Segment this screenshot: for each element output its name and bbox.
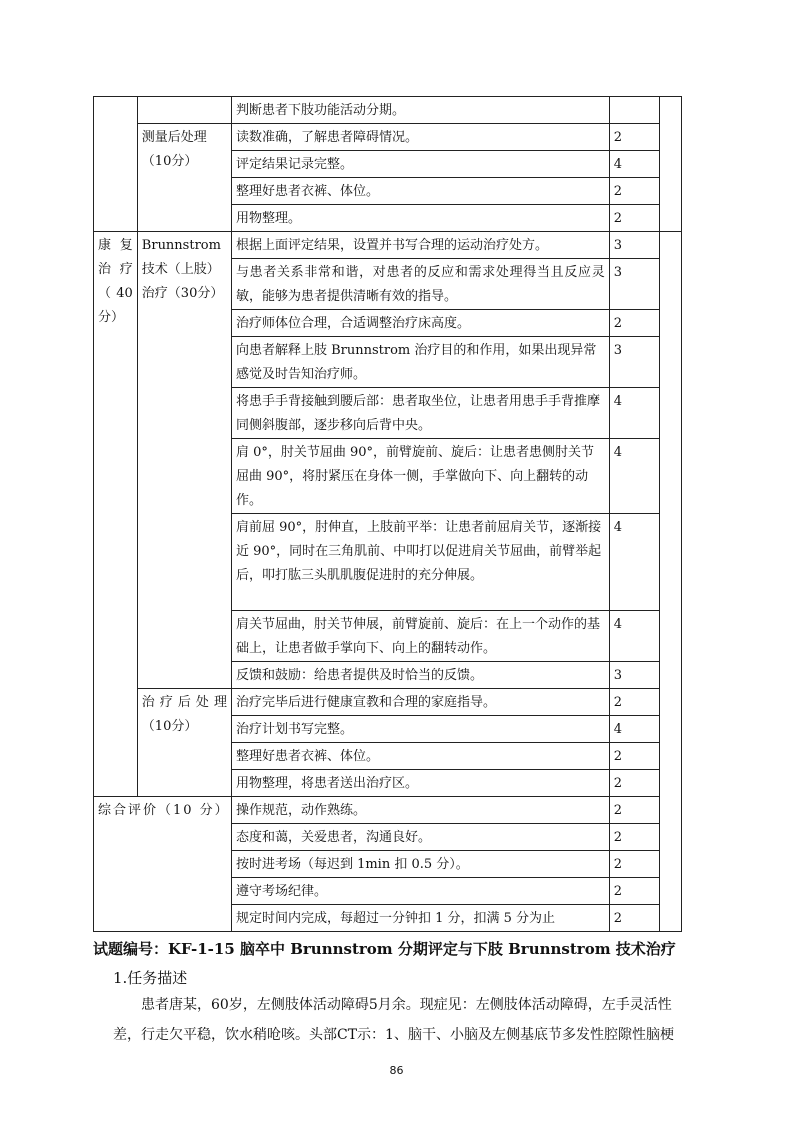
score-cell xyxy=(609,97,659,124)
score-cell: 3 xyxy=(609,232,659,259)
category-cell: 综合评价（10 分） xyxy=(94,797,232,932)
table-row xyxy=(94,797,682,824)
item-cell: 向患者解释上肢 Brunnstrom 治疗目的和作用，如果出现异常感觉及时告知治疗师。 xyxy=(231,337,609,388)
item-cell: 用物整理，将患者送出治疗区。 xyxy=(231,770,609,797)
score-cell: 2 xyxy=(609,905,659,932)
score-cell: 2 xyxy=(609,770,659,797)
score-cell: 3 xyxy=(609,259,659,310)
page-number: 86 xyxy=(389,1064,404,1077)
item-cell: 反馈和鼓励：给患者提供及时恰当的反馈。 xyxy=(231,662,609,689)
score-cell: 4 xyxy=(609,439,659,514)
item-cell: 肩 0°，肘关节屈曲 90°，前臂旋前、旋后：让患者患侧肘关节屈曲 90°，将肘紧压在身体一侧，手掌做向下、向上翻转的动作。 xyxy=(231,439,609,514)
score-cell: 4 xyxy=(609,611,659,662)
subcategory-cell: Brunnstrom技术（上肢）治疗（30分） xyxy=(137,232,231,689)
item-cell: 将患手手背接触到腰后部：患者取坐位，让患者用患手手背推摩同侧斜腹部，逐步移向后背中央。 xyxy=(231,388,609,439)
paragraph-line: 患者唐某，60岁，左侧肢体活动障碍5月余。现症见：左侧肢体活动障碍，左手灵活性 xyxy=(141,997,672,1013)
mark-cell xyxy=(660,97,682,232)
table-row xyxy=(94,97,682,124)
item-cell: 遵守考场纪律。 xyxy=(231,878,609,905)
score-cell: 4 xyxy=(609,151,659,178)
item-cell: 根据上面评定结果，设置并书写合理的运动治疗处方。 xyxy=(231,232,609,259)
item-cell: 肩关节屈曲，肘关节伸展，前臂旋前、旋后：在上一个动作的基础上，让患者做手掌向下、向上的翻转动作。 xyxy=(231,611,609,662)
score-cell: 4 xyxy=(609,514,659,611)
score-cell: 2 xyxy=(609,797,659,824)
score-cell: 2 xyxy=(609,310,659,337)
table-row xyxy=(94,232,682,259)
item-cell: 治疗师体位合理，合适调整治疗床高度。 xyxy=(231,310,609,337)
scoring-table xyxy=(93,96,682,932)
score-cell: 3 xyxy=(609,662,659,689)
subcategory-cell: 测量后处理（10分） xyxy=(137,124,231,232)
subcategory-cell: 治疗后处理（10分） xyxy=(137,689,231,797)
item-cell: 治疗计划书写完整。 xyxy=(231,716,609,743)
item-cell: 读数准确，了解患者障碍情况。 xyxy=(231,124,609,151)
score-cell: 2 xyxy=(609,851,659,878)
score-cell: 2 xyxy=(609,878,659,905)
score-cell: 2 xyxy=(609,743,659,770)
item-cell: 规定时间内完成，每超过一分钟扣 1 分，扣满 5 分为止 xyxy=(231,905,609,932)
category-cell xyxy=(94,97,138,232)
item-cell: 按时进考场（每迟到 1min 扣 0.5 分）。 xyxy=(231,851,609,878)
score-cell: 2 xyxy=(609,178,659,205)
item-cell: 整理好患者衣裤、体位。 xyxy=(231,178,609,205)
item-cell: 肩前屈 90°，肘伸直，上肢前平举：让患者前屈肩关节，逐渐接近 90°，同时在三角肌前、中叩打以促进肩关节屈曲，前臂举起后，叩打肱三头肌肌腹促进肘的充分伸展。 xyxy=(231,514,609,611)
item-cell: 操作规范，动作熟练。 xyxy=(231,797,609,824)
item-cell: 评定结果记录完整。 xyxy=(231,151,609,178)
paragraph-line: 差，行走欠平稳，饮水稍呛咳。头部CT示：1、脑干、小脑及左侧基底节多发性腔隙性脑梗 xyxy=(113,1027,674,1043)
table-row xyxy=(94,689,682,716)
table-row xyxy=(94,124,682,151)
score-cell: 2 xyxy=(609,824,659,851)
section-heading: 1.任务描述 xyxy=(113,969,188,987)
score-cell: 4 xyxy=(609,388,659,439)
category-cell: 康 复治疗（ 40分） xyxy=(94,232,138,797)
score-cell: 3 xyxy=(609,337,659,388)
item-cell: 态度和蔼，关爱患者，沟通良好。 xyxy=(231,824,609,851)
score-cell: 2 xyxy=(609,689,659,716)
mark-cell xyxy=(660,232,682,932)
item-cell: 判断患者下肢功能活动分期。 xyxy=(231,97,609,124)
score-cell: 2 xyxy=(609,205,659,232)
score-cell: 4 xyxy=(609,716,659,743)
score-cell: 2 xyxy=(609,124,659,151)
item-cell: 用物整理。 xyxy=(231,205,609,232)
item-cell: 整理好患者衣裤、体位。 xyxy=(231,743,609,770)
subcategory-cell xyxy=(137,97,231,124)
exam-heading: 试题编号：KF-1-15 脑卒中 Brunnstrom 分期评定与下肢 Brunnstrom 技术治疗 xyxy=(93,940,676,958)
item-cell: 治疗完毕后进行健康宣教和合理的家庭指导。 xyxy=(231,689,609,716)
item-cell: 与患者关系非常和谐，对患者的反应和需求处理得当且反应灵敏，能够为患者提供清晰有效的指导。 xyxy=(231,259,609,310)
